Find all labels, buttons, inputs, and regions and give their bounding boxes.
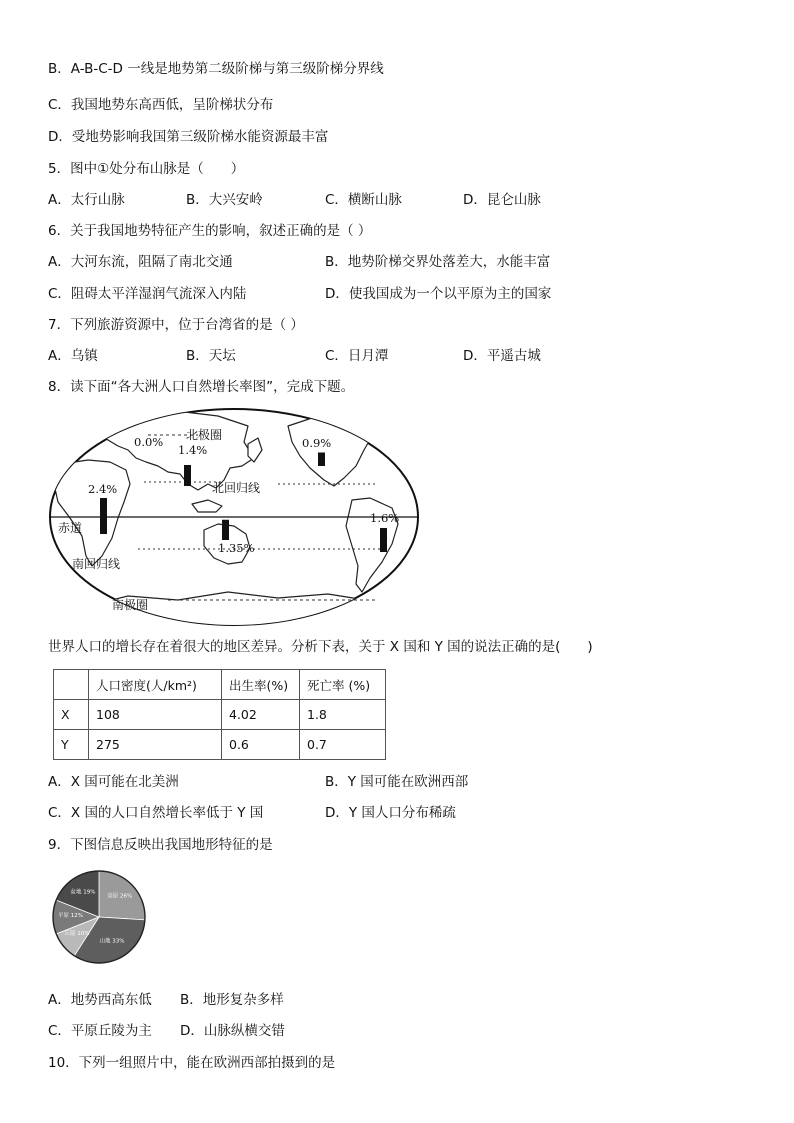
table-cell: X xyxy=(54,700,89,730)
label-tropic-of-cancer: 北回归线 xyxy=(212,481,261,495)
rate-bar-south-america xyxy=(380,528,387,552)
rate-label-asia: 1.4% xyxy=(178,443,208,457)
q4-option-b: B．A-B-C-D 一线是地势第二级阶梯与第三级阶梯分界线 xyxy=(48,61,384,77)
table-cell: 0.7 xyxy=(300,730,386,760)
label-antarctic-circle: 南极圈 xyxy=(112,598,149,612)
q6-stem: 6．关于我国地势特征产生的影响，叙述正确的是（ ） xyxy=(48,223,372,239)
rate-bar-asia xyxy=(184,465,191,486)
q4-option-d: D．受地势影响我国第三级阶梯水能资源最丰富 xyxy=(48,129,329,145)
q6-option-c: C．阻碍太平洋湿润气流深入内陆 xyxy=(48,286,247,302)
world-population-growth-map xyxy=(48,406,420,628)
table-cell: 1.8 xyxy=(300,700,386,730)
q8-option-b: B．Y 国可能在欧洲西部 xyxy=(325,774,469,790)
table-cell: 275 xyxy=(89,730,222,760)
pie-slice-label: 平原 12% xyxy=(57,913,83,919)
q5-option-d: D．昆仑山脉 xyxy=(463,192,541,208)
q5-option-a: A．太行山脉 xyxy=(48,192,125,208)
population-table xyxy=(53,669,386,760)
label-equator: 赤道 xyxy=(58,521,83,535)
pie-slice-label: 盆地 19% xyxy=(70,889,96,896)
table-header-cell: 人口密度(人/km²) xyxy=(89,670,222,700)
q7-stem: 7．下列旅游资源中，位于台湾省的是（ ） xyxy=(48,317,304,333)
table-cell: 108 xyxy=(89,700,222,730)
label-tropic-of-capricorn: 南回归线 xyxy=(72,557,121,571)
rate-bar-africa xyxy=(100,498,107,534)
rate-label-north-america: 0.9% xyxy=(302,436,332,450)
q6-option-b: B．地势阶梯交界处落差大，水能丰富 xyxy=(325,254,551,270)
terrain-pie-chart xyxy=(50,868,148,966)
rate-bar-north-america xyxy=(318,453,325,467)
q6-option-a: A．大河东流，阻隔了南北交通 xyxy=(48,254,233,270)
q7-option-d: D．平遥古城 xyxy=(463,348,541,364)
q10-stem: 10．下列一组照片中，能在欧洲西部拍摄到的是 xyxy=(48,1055,336,1071)
q7-option-a: A．乌镇 xyxy=(48,348,98,364)
q8-stem: 8．读下面“各大洲人口自然增长率图”，完成下题。 xyxy=(48,379,355,395)
q6-option-d: D．使我国成为一个以平原为主的国家 xyxy=(325,286,552,302)
q5-option-b: B．大兴安岭 xyxy=(186,192,263,208)
q7-option-b: B．天坛 xyxy=(186,348,236,364)
q9-option-d: D．山脉纵横交错 xyxy=(180,1023,285,1039)
rate-label-africa: 2.4% xyxy=(88,482,118,496)
pie-slice-label: 丘陵 10% xyxy=(64,931,90,938)
pie-slice-label: 山地 33% xyxy=(99,938,125,945)
label-arctic-circle: 北极圈 xyxy=(186,428,223,442)
q9-option-b: B．地形复杂多样 xyxy=(180,992,284,1008)
q5-stem: 5．图中①处分布山脉是（ ） xyxy=(48,161,245,177)
table-cell: Y xyxy=(54,730,89,760)
q9-option-c: C．平原丘陵为主 xyxy=(48,1023,152,1039)
table-header-cell xyxy=(54,670,89,700)
q9-option-a: A．地势西高东低 xyxy=(48,992,152,1008)
q8-option-c: C．X 国的人口自然增长率低于 Y 国 xyxy=(48,805,264,821)
pie-slice-label: 高原 26% xyxy=(107,893,133,900)
q8-sub-stem: 世界人口的增长存在着很大的地区差异。分析下表，关于 X 国和 Y 国的说法正确的是( ) xyxy=(48,639,593,655)
table-row xyxy=(54,700,386,730)
q4-option-c: C．我国地势东高西低，呈阶梯状分布 xyxy=(48,97,274,113)
table-cell: 4.02 xyxy=(222,700,300,730)
rate-label-south-america: 1.6% xyxy=(370,511,400,525)
q8-option-d: D．Y 国人口分布稀疏 xyxy=(325,805,456,821)
q5-option-c: C．横断山脉 xyxy=(325,192,402,208)
table-header-cell: 出生率(%) xyxy=(222,670,300,700)
rate-label-europe: 0.0% xyxy=(134,435,164,449)
rate-label-oceania: 1.35% xyxy=(218,541,255,555)
q9-stem: 9．下图信息反映出我国地形特征的是 xyxy=(48,837,273,853)
table-row xyxy=(54,730,386,760)
q7-option-c: C．日月潭 xyxy=(325,348,389,364)
antarctica-landmass xyxy=(48,592,420,628)
terrain-pie-svg xyxy=(50,868,148,966)
world-map-svg xyxy=(48,406,420,628)
table-header-cell: 死亡率 (%) xyxy=(300,670,386,700)
q8-option-a: A．X 国可能在北美洲 xyxy=(48,774,179,790)
table-cell: 0.6 xyxy=(222,730,300,760)
table-header-row xyxy=(54,670,386,700)
rate-bar-oceania xyxy=(222,520,229,540)
